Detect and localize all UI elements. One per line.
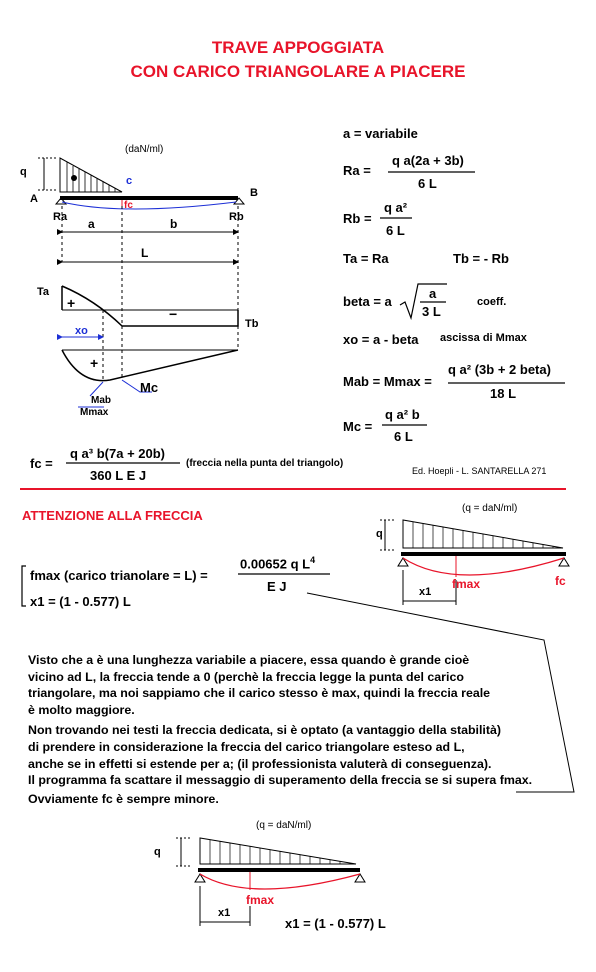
diag2-unit: (q = daN/ml) [462, 503, 518, 514]
Rb-numerator: q a² [384, 200, 408, 215]
label-fc: fc [124, 200, 133, 211]
diag3-unit: (q = daN/ml) [256, 820, 312, 831]
paragraph-line: di prendere in considerazione la freccia del carico triangolare esteso ad L, [28, 739, 465, 754]
diag2-fc: fc [555, 574, 566, 588]
beta-denominator: 3 L [422, 304, 441, 319]
label-Tb: Tb [245, 318, 259, 330]
Ra-lhs: Ra = [343, 163, 371, 178]
beam-diagram-2 [380, 520, 569, 605]
shear-plus: + [67, 295, 76, 311]
Mc-lhs: Mc = [343, 419, 373, 434]
label-Ta: Ta [37, 286, 50, 298]
Ra-denominator: 6 L [418, 176, 437, 191]
label-Mmax: Mmax [80, 407, 109, 418]
fmax-exponent: 4 [310, 555, 316, 565]
x1-equation: x1 = (1 - 0.577) L [30, 594, 131, 609]
xo-note: ascissa di Mmax [440, 332, 527, 344]
fc-numerator: q a³ b(7a + 20b) [70, 446, 165, 461]
diag3-fmax: fmax [246, 893, 275, 907]
shear-minus: − [169, 306, 178, 322]
fmax-denominator: E J [267, 579, 287, 594]
fc-denominator: 360 L E J [90, 468, 147, 483]
fc-note: (freccia nella punta del triangolo) [186, 458, 344, 469]
label-a: a [88, 217, 95, 231]
diag2-q: q [376, 528, 383, 540]
beam-diagram-3 [176, 838, 365, 926]
beta-note: coeff. [477, 296, 507, 308]
label-A: A [30, 193, 38, 205]
label-c: c [126, 175, 133, 187]
title-line-2: CON CARICO TRIANGOLARE A PIACERE [130, 62, 466, 81]
paragraph-line: è molto maggiore. [28, 702, 135, 717]
label-Rb: Rb [229, 211, 244, 223]
paragraph-line: vicino ad L, la freccia tende a 0 (perchè la freccia legge la punta del carico [28, 669, 464, 684]
beta-lhs: beta = a [343, 294, 392, 309]
section-heading: ATTENZIONE ALLA FRECCIA [22, 508, 203, 523]
label-q: q [20, 166, 27, 178]
diag2-x1: x1 [419, 586, 432, 598]
Mc-denominator: 6 L [394, 429, 413, 444]
Ra-numerator: q a(2a + 3b) [392, 153, 464, 168]
diag2-fmax: fmax [452, 577, 481, 591]
diag3-x1: x1 [218, 907, 231, 919]
label-Ra: Ra [53, 211, 68, 223]
diag3-q: q [154, 846, 161, 858]
beam-diagram [38, 158, 244, 407]
paragraph-line: Ovviamente fc è sempre minore. [28, 791, 219, 806]
title-line-1: TRAVE APPOGGIATA [211, 38, 385, 57]
Mc-numerator: q a² b [385, 407, 420, 422]
paragraph-line: triangolare, ma noi sappiamo che il carico stesso è max, quindi la freccia reale [28, 686, 491, 701]
Mab-numerator: q a² (3b + 2 beta) [448, 362, 551, 377]
Mab-denominator: 18 L [490, 386, 517, 401]
label-xo: xo [75, 325, 88, 337]
label-Mab: Mab [91, 395, 111, 406]
Ta-formula: Ta = Ra [343, 251, 389, 266]
beta-numerator: a [429, 286, 437, 301]
moment-plus: + [90, 355, 99, 371]
label-b: b [170, 217, 178, 231]
paragraph-line: Il programma fa scattare il messaggio di superamento della freccia se si supera fmax. [28, 773, 533, 788]
load-unit: (daN/ml) [125, 144, 164, 155]
label-L: L [141, 246, 149, 260]
xo-formula: xo = a - beta [343, 332, 419, 347]
a-variable: a = variabile [343, 126, 418, 141]
Rb-lhs: Rb = [343, 211, 372, 226]
Tb-formula: Tb = - Rb [453, 251, 509, 266]
Mab-lhs: Mab = Mmax = [343, 374, 432, 389]
fmax-num-text: 0.00652 q L [240, 556, 311, 572]
Rb-denominator: 6 L [386, 223, 405, 238]
fc-lhs: fc = [30, 456, 53, 471]
paragraph [28, 652, 532, 807]
diag3-x1-equation: x1 = (1 - 0.577) L [285, 916, 386, 931]
fmax-lhs: fmax (carico trianolare = L) = [30, 568, 208, 583]
fmax-numerator [240, 555, 315, 571]
label-B: B [250, 187, 258, 199]
credit: Ed. Hoepli - L. SANTARELLA 271 [412, 466, 547, 476]
label-Mc: Mc [140, 380, 159, 395]
paragraph-line: Visto che a è una lunghezza variabile a piacere, essa quando è grande cioè [28, 653, 470, 667]
paragraph-line: Non trovando nei testi la freccia dedicata, si è optato (a vantaggio della stabilità) [28, 723, 502, 738]
paragraph-line: anche se in effetti si estende per a; (il professionista valuterà di conseguenza). [28, 756, 492, 771]
